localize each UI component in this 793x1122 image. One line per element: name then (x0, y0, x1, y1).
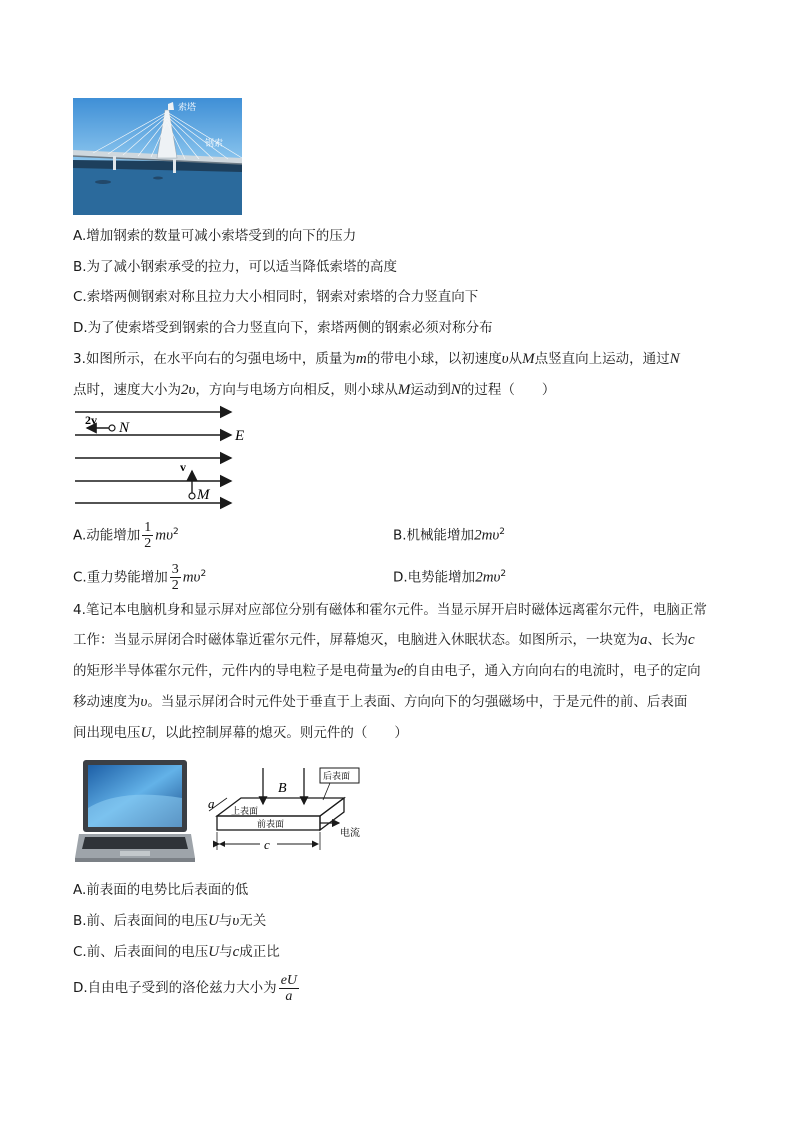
q3-option-a[interactable]: A.动能增加 $\frac{1}{2}$ $m\upsilon^2$ (73, 520, 179, 551)
bridge-tower-label: 索塔 (178, 103, 197, 113)
label-current: 电流 (340, 828, 360, 839)
label-B: B (278, 781, 287, 796)
q4-stem-line2: 工作：当显示屏闭合时磁体靠近霍尔元件，屏幕熄灭，电脑进入休眠状态。如图所示，一块宽为a、长为c (73, 632, 695, 648)
label-top-surface: 上表面 (231, 807, 259, 817)
q3-stem-line1: 3.如图所示，在水平向右的匀强电场中，质量为m的带电小球，以初速度υ从M点竖直向上运动，通过N (73, 351, 680, 367)
label-back-surface: 后表面 (323, 772, 351, 782)
q4-stem-line1: 4.笔记本电脑机身和显示屏对应部位分别有磁体和霍尔元件。当显示屏开启时磁体远离霍尔元件，电脑正常 (73, 602, 707, 618)
q4-option-b[interactable]: B.前、后表面间的电压U与υ无关 (73, 913, 267, 929)
electric-field-diagram (73, 405, 263, 510)
q4-option-d[interactable]: D.自由电子受到的洛伦兹力大小为 $\frac{eU}{a}$ (73, 972, 298, 1004)
q2-option-b[interactable]: B.为了减小钢索承受的拉力，可以适当降低索塔的高度 (73, 259, 398, 275)
q4-stem-line5: 间出现电压U，以此控制屏幕的熄灭。则元件的（ ） (73, 725, 408, 741)
q2-option-d[interactable]: D.为了使索塔受到钢索的合力竖直向下，索塔两侧的钢索必须对称分布 (73, 320, 493, 336)
q4-stem-line3: 的矩形半导体霍尔元件，元件内的导电粒子是电荷量为e的自由电子，通入方向向右的电流时，电子的定向 (73, 663, 701, 679)
q2-option-c[interactable]: C.索塔两侧钢索对称且拉力大小相同时，钢索对索塔的合力竖直向下 (73, 289, 479, 305)
label-N: N (119, 420, 130, 436)
bridge-photo (73, 98, 242, 215)
label-2v: 2v (85, 413, 97, 427)
label-front-surface: 前表面 (257, 820, 285, 830)
label-v: v (180, 460, 186, 474)
q3-option-b[interactable]: B.机械能增加$2m\upsilon^2$ (393, 527, 506, 544)
q4-option-a[interactable]: A.前表面的电势比后表面的低 (73, 882, 249, 898)
q3-stem-line2: 点时，速度大小为2υ，方向与电场方向相反，则小球从M运动到N的过程（ ） (73, 382, 556, 398)
q3-option-c[interactable]: C.重力势能增加 $\frac{3}{2}$ $m\upsilon^2$ (73, 562, 207, 593)
hall-element-diagram (205, 764, 385, 860)
q3-option-d[interactable]: D.电势能增加$2m\upsilon^2$ (393, 569, 507, 586)
label-width-a: a (208, 796, 215, 811)
laptop-photo (75, 758, 195, 864)
bridge-cable-label: 钢索 (205, 139, 224, 149)
label-M: M (197, 487, 210, 503)
q4-option-c[interactable]: C.前、后表面间的电压U与c成正比 (73, 944, 280, 960)
q4-stem-line4: 移动速度为υ。当显示屏闭合时元件处于垂直于上表面、方向向下的匀强磁场中，于是元件的前、后表面 (73, 694, 688, 710)
label-E: E (235, 428, 245, 444)
label-length-c: c (264, 837, 270, 852)
q2-option-a[interactable]: A.增加钢索的数量可减小索塔受到的向下的压力 (73, 228, 357, 244)
